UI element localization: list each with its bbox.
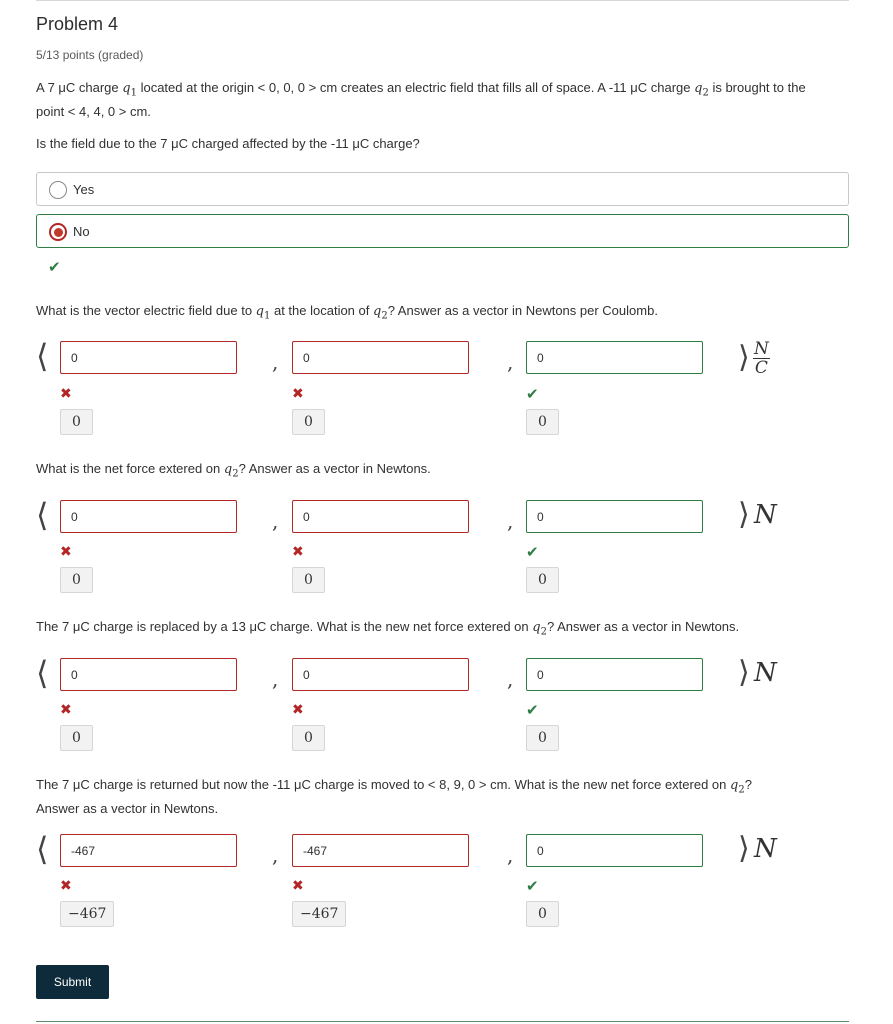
q2-x-input[interactable] bbox=[60, 341, 237, 374]
rangle-icon: ⟩ bbox=[738, 655, 750, 690]
check-icon: ✔ bbox=[48, 258, 61, 276]
question4-text: The 7 μC charge is replaced by a 13 μC charge. What is the new net force extered on $q_2$? Answer as a vector in Newtons. bbox=[36, 619, 740, 638]
cross-icon: ✖ bbox=[292, 544, 304, 560]
q3-z-answer: 0 bbox=[526, 567, 559, 593]
question3-text: What is the net force extered on $q_2$? Answer as a vector in Newtons. bbox=[36, 461, 431, 480]
q5-x-input[interactable] bbox=[60, 834, 237, 867]
q2-y-input[interactable] bbox=[292, 341, 469, 374]
langle-icon: ⟨ bbox=[36, 496, 49, 534]
option-no-label: No bbox=[73, 224, 90, 239]
langle-icon: ⟨ bbox=[36, 830, 49, 868]
check-icon: ✔ bbox=[526, 701, 539, 719]
problem-title: Problem 4 bbox=[36, 14, 119, 34]
cross-icon: ✖ bbox=[60, 544, 72, 560]
rangle-icon: ⟩ bbox=[738, 831, 750, 866]
comma-1: , bbox=[272, 667, 279, 691]
comma-1: , bbox=[272, 509, 279, 533]
cross-icon: ✖ bbox=[60, 878, 72, 894]
q2-y-answer: 0 bbox=[292, 409, 325, 435]
question1-text: Is the field due to the 7 μC charged affected by the -11 μC charge? bbox=[36, 136, 420, 151]
comma-2: , bbox=[507, 843, 514, 867]
question5-text: The 7 μC charge is returned but now the -11 μC charge is moved to < 8, 9, 0 > cm. What is the new net force extered on $q_2$? Answer as a vector in Newtons. bbox=[36, 777, 752, 816]
question2-text: What is the vector electric field due to $q_1$ at the location of $q_2$? Answer as a vector in Newtons per Coulomb. bbox=[36, 303, 658, 322]
comma-1: , bbox=[272, 350, 279, 374]
unit-newtons: N bbox=[754, 500, 777, 530]
q4-z-input[interactable] bbox=[526, 658, 703, 691]
radio-no[interactable] bbox=[49, 223, 67, 241]
q5-x-answer: −467 bbox=[60, 901, 114, 927]
check-icon: ✔ bbox=[526, 877, 539, 895]
rangle-icon: ⟩ bbox=[738, 497, 750, 532]
unit-newtons: N bbox=[754, 658, 777, 688]
check-icon: ✔ bbox=[526, 385, 539, 403]
q3-y-answer: 0 bbox=[292, 567, 325, 593]
q4-y-answer: 0 bbox=[292, 725, 325, 751]
q3-x-answer: 0 bbox=[60, 567, 93, 593]
q5-y-input[interactable] bbox=[292, 834, 469, 867]
rangle-icon: ⟩ bbox=[738, 340, 750, 375]
cross-icon: ✖ bbox=[292, 386, 304, 402]
comma-1: , bbox=[272, 843, 279, 867]
unit-newtons: N bbox=[754, 834, 777, 864]
comma-2: , bbox=[507, 509, 514, 533]
q2-z-input[interactable] bbox=[526, 341, 703, 374]
q3-x-input[interactable] bbox=[60, 500, 237, 533]
option-yes[interactable] bbox=[36, 172, 849, 206]
cross-icon: ✖ bbox=[292, 702, 304, 718]
top-divider bbox=[36, 0, 849, 1]
cross-icon: ✖ bbox=[60, 702, 72, 718]
q4-y-input[interactable] bbox=[292, 658, 469, 691]
radio-yes[interactable] bbox=[49, 181, 67, 199]
q4-x-input[interactable] bbox=[60, 658, 237, 691]
comma-2: , bbox=[507, 667, 514, 691]
cross-icon: ✖ bbox=[292, 878, 304, 894]
q3-y-input[interactable] bbox=[292, 500, 469, 533]
bottom-divider bbox=[36, 1021, 849, 1022]
q5-z-answer: 0 bbox=[526, 901, 559, 927]
q4-z-answer: 0 bbox=[526, 725, 559, 751]
unit-n-per-c: $\frac{N}{C}$ bbox=[754, 339, 769, 378]
points-label: 5/13 points (graded) bbox=[36, 48, 144, 62]
q3-z-input[interactable] bbox=[526, 500, 703, 533]
submit-button[interactable]: Submit bbox=[36, 965, 109, 999]
langle-icon: ⟨ bbox=[36, 654, 49, 692]
q5-z-input[interactable] bbox=[526, 834, 703, 867]
option-yes-label: Yes bbox=[73, 182, 95, 197]
q4-x-answer: 0 bbox=[60, 725, 93, 751]
option-no[interactable] bbox=[36, 214, 849, 248]
cross-icon: ✖ bbox=[60, 386, 72, 402]
langle-icon: ⟨ bbox=[36, 337, 49, 375]
problem-intro: A 7 μC charge $q_1$ located at the origin < 0, 0, 0 > cm creates an electric field that fills all of space. A -11 μC charge $q_2$ is brought to the point < 4, 4, 0 > cm. bbox=[36, 80, 806, 119]
q2-z-answer: 0 bbox=[526, 409, 559, 435]
check-icon: ✔ bbox=[526, 543, 539, 561]
comma-2: , bbox=[507, 350, 514, 374]
q2-x-answer: 0 bbox=[60, 409, 93, 435]
q5-y-answer: −467 bbox=[292, 901, 346, 927]
